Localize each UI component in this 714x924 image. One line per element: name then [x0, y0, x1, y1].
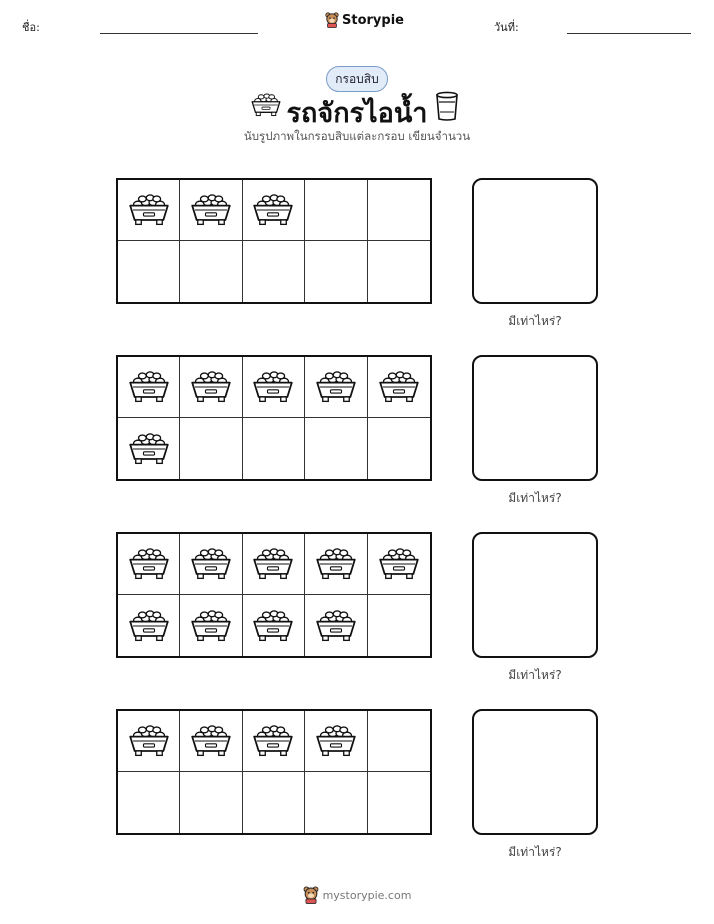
coal-cart-icon: [128, 431, 170, 467]
frame-cell: [118, 180, 180, 241]
coal-cart-icon: [128, 546, 170, 582]
brand-name: Storypie: [342, 12, 404, 28]
frame-cell: [368, 357, 430, 418]
cup-icon: [434, 90, 460, 126]
frame-cell: [243, 772, 305, 833]
coal-cart-icon: [315, 546, 357, 582]
frame-cell: [180, 711, 242, 772]
coal-cart-icon: [315, 369, 357, 405]
frame-cell: [305, 241, 367, 302]
coal-cart-icon: [315, 723, 357, 759]
answer-box-4[interactable]: [472, 709, 598, 835]
coal-cart-icon: [190, 369, 232, 405]
coal-cart-icon: [190, 723, 232, 759]
ten-frame-4: [116, 709, 432, 835]
coal-cart-icon: [128, 723, 170, 759]
instructions: นับรูปภาพในกรอบสิบแต่ละกรอบ เขียนจำนวน: [243, 129, 471, 143]
frame-cell: [243, 711, 305, 772]
frame-cell: [180, 180, 242, 241]
answer-prompt-3: มีเท่าไหร่?: [508, 668, 562, 682]
frame-cell: [305, 534, 367, 595]
frame-cell: [243, 595, 305, 656]
name-label: ชื่อ:: [22, 21, 40, 34]
topic-badge: กรอบสิบ: [326, 66, 388, 92]
frame-cell: [243, 534, 305, 595]
frame-cell: [118, 241, 180, 302]
answer-prompt-4: มีเท่าไหร่?: [508, 845, 562, 859]
frame-cell: [180, 418, 242, 479]
answer-prompt-2: มีเท่าไหร่?: [508, 491, 562, 505]
frame-cell: [118, 595, 180, 656]
frame-cell: [180, 357, 242, 418]
footer-url: mystorypie.com: [322, 888, 412, 902]
frame-cell: [368, 534, 430, 595]
coal-cart-icon: [128, 192, 170, 228]
frame-cell: [368, 711, 430, 772]
frame-cell: [118, 711, 180, 772]
coal-cart-icon: [315, 608, 357, 644]
name-line[interactable]: [100, 33, 258, 34]
coal-cart-icon: [378, 546, 420, 582]
frame-cell: [305, 180, 367, 241]
coal-cart-icon: [252, 723, 294, 759]
frame-cell: [368, 418, 430, 479]
coal-cart-icon: [252, 546, 294, 582]
frame-cell: [368, 772, 430, 833]
frame-cell: [305, 772, 367, 833]
frame-cell: [305, 595, 367, 656]
coal-cart-icon: [378, 369, 420, 405]
frame-cell: [180, 241, 242, 302]
answer-box-3[interactable]: [472, 532, 598, 658]
answer-box-2[interactable]: [472, 355, 598, 481]
frame-cell: [368, 595, 430, 656]
answer-prompt-1: มีเท่าไหร่?: [508, 314, 562, 328]
date-label: วันที่:: [494, 21, 519, 34]
frame-cell: [305, 711, 367, 772]
frame-cell: [305, 357, 367, 418]
coal-cart-icon: [252, 369, 294, 405]
frame-cell: [368, 180, 430, 241]
frame-cell: [118, 357, 180, 418]
bear-mascot-icon: [303, 886, 319, 904]
date-line[interactable]: [567, 33, 691, 34]
coal-cart-icon: [190, 546, 232, 582]
frame-cell: [243, 418, 305, 479]
coal-cart-icon: [128, 608, 170, 644]
coal-cart-icon: [190, 192, 232, 228]
frame-cell: [118, 534, 180, 595]
frame-cell: [118, 772, 180, 833]
answer-box-1[interactable]: [472, 178, 598, 304]
frame-cell: [243, 180, 305, 241]
frame-cell: [243, 357, 305, 418]
frame-cell: [180, 534, 242, 595]
frame-cell: [368, 241, 430, 302]
frame-cell: [180, 772, 242, 833]
footer: [0, 886, 714, 904]
frame-cell: [180, 595, 242, 656]
coal-cart-icon: [252, 608, 294, 644]
frame-cell: [305, 418, 367, 479]
bear-mascot-icon: [325, 12, 339, 28]
ten-frame-1: [116, 178, 432, 304]
ten-frame-2: [116, 355, 432, 481]
worksheet-title: รถจักรไอน้ำ: [286, 98, 428, 129]
brand-logo: [325, 12, 404, 28]
frame-cell: [118, 418, 180, 479]
frame-cell: [243, 241, 305, 302]
coal-cart-icon: [190, 608, 232, 644]
ten-frame-3: [116, 532, 432, 658]
coal-cart-icon: [252, 192, 294, 228]
coal-cart-icon: [128, 369, 170, 405]
